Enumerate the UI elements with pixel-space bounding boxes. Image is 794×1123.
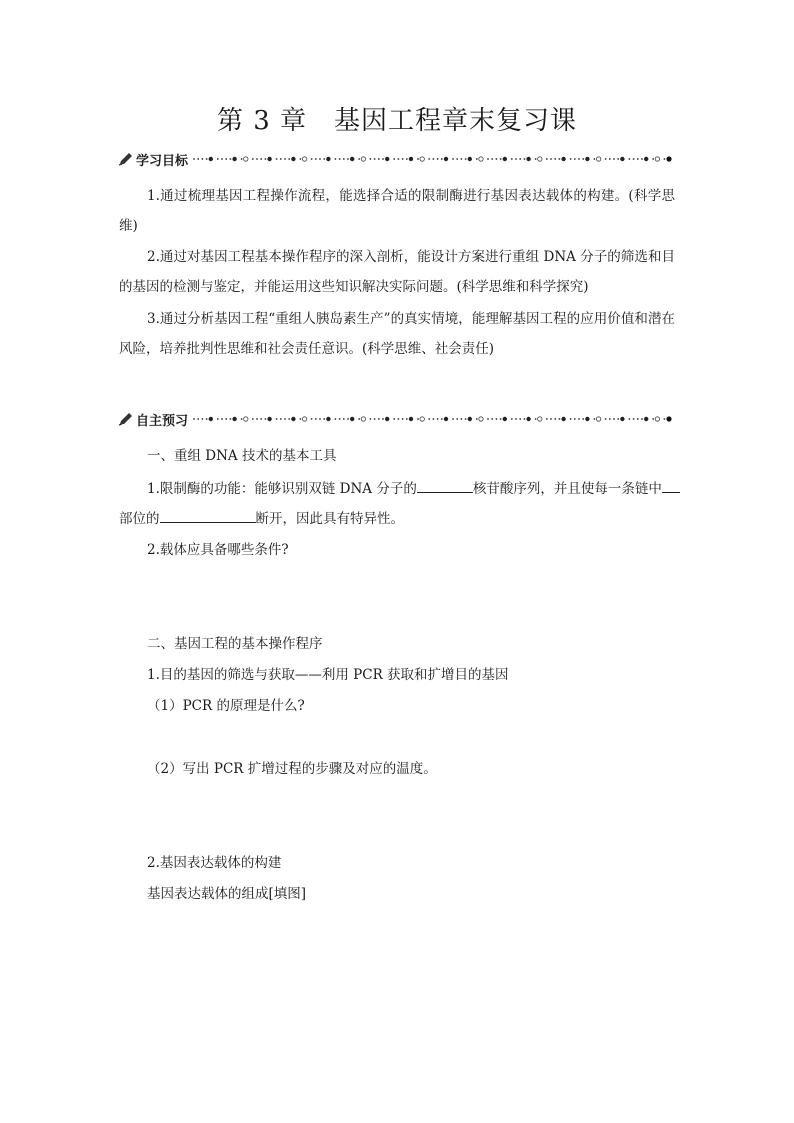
objective-item: 2.通过对基因工程基本操作程序的深入剖析，能设计方案进行重组 DNA 分子的筛选和目的基因的检测与鉴定，并能运用这些知识解决实际问题。(科学思维和科学探究) bbox=[119, 249, 675, 295]
objective-item: 1.通过梳理基因工程操作流程，能选择合适的限制酶进行基因表达载体的构建。(科学思维) bbox=[119, 188, 675, 234]
section-label: 学习目标 bbox=[136, 153, 189, 169]
sub-question: （1）PCR 的原理是什么? bbox=[147, 698, 305, 714]
part-heading: 一、重组 DNA 技术的基本工具 bbox=[147, 448, 337, 464]
fill-blank[interactable] bbox=[417, 478, 473, 493]
step-heading: 1.目的基因的筛选与获取——利用 PCR 获取和扩增目的基因 bbox=[147, 667, 509, 683]
objective-item: 3.通过分析基因工程“重组人胰岛素生产”的真实情境，能理解基因工程的应用价值和潜在风险，培养批判性思维和社会责任意识。(科学思维、社会责任) bbox=[119, 311, 675, 357]
sub-question: （2）写出 PCR 扩增过程的步骤及对应的温度。 bbox=[147, 761, 437, 777]
part-heading: 二、基因工程的基本操作程序 bbox=[147, 636, 323, 652]
question-2: 2.载体应具备哪些条件? bbox=[147, 542, 289, 558]
fill-blank[interactable] bbox=[662, 478, 680, 493]
section-header-preview bbox=[118, 410, 676, 428]
dotted-divider bbox=[192, 154, 676, 164]
question-1-line-2: 部位的 断开，因此具有特异性。 bbox=[119, 508, 404, 529]
question-1-line-1: 1.限制酶的功能：能够识别双链 DNA 分子的 核苷酸序列，并且使每一条链中 bbox=[147, 478, 680, 499]
step-subtitle: 基因表达载体的组成[填图] bbox=[147, 886, 307, 902]
page-title: 第 3 章 基因工程章末复习课 bbox=[216, 106, 578, 136]
fill-blank[interactable] bbox=[160, 508, 256, 523]
step-heading: 2.基因表达载体的构建 bbox=[147, 855, 282, 871]
dotted-divider bbox=[192, 414, 676, 424]
pen-icon bbox=[118, 412, 134, 426]
section-header-objectives bbox=[118, 150, 676, 168]
section-label: 自主预习 bbox=[136, 413, 189, 429]
pen-icon bbox=[118, 152, 134, 166]
